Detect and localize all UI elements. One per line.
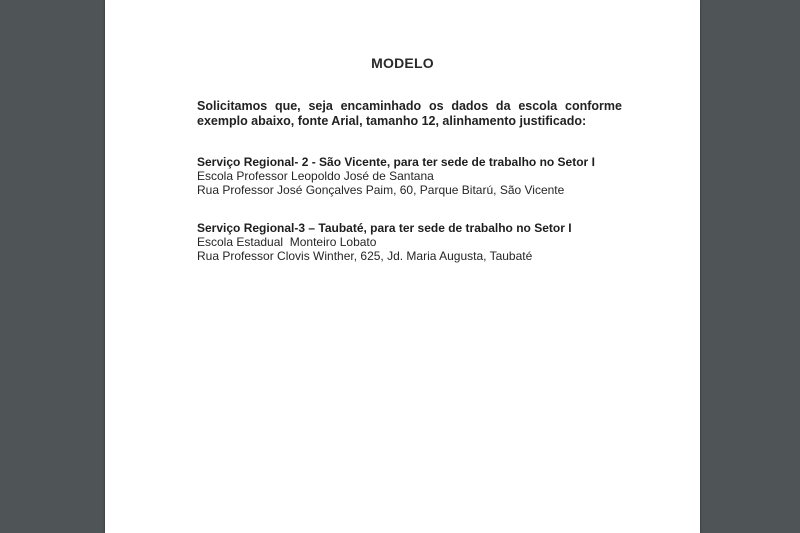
document-page	[105, 0, 700, 533]
entry-school: Escola Estadual Monteiro Lobato	[197, 235, 377, 249]
entry-school: Escola Professor Leopoldo José de Santana	[197, 169, 434, 183]
page-title: MODELO	[371, 55, 434, 71]
entry-heading: Serviço Regional- 2 - São Vicente, para ter sede de trabalho no Setor I	[197, 155, 595, 169]
intro-paragraph: Solicitamos que, seja encaminhado os dados da escola conforme exemplo abaixo, fonte Arial, tamanho 12, alinhamento justificado:	[197, 99, 622, 128]
entry-block-taubate	[197, 221, 637, 263]
entry-block-sao-vicente	[197, 155, 637, 197]
entry-address: Rua Professor José Gonçalves Paim, 60, Parque Bitarú, São Vicente	[197, 183, 565, 197]
entry-heading: Serviço Regional-3 – Taubaté, para ter sede de trabalho no Setor I	[197, 221, 572, 235]
entry-address: Rua Professor Clovis Winther, 625, Jd. Maria Augusta, Taubaté	[197, 249, 533, 263]
